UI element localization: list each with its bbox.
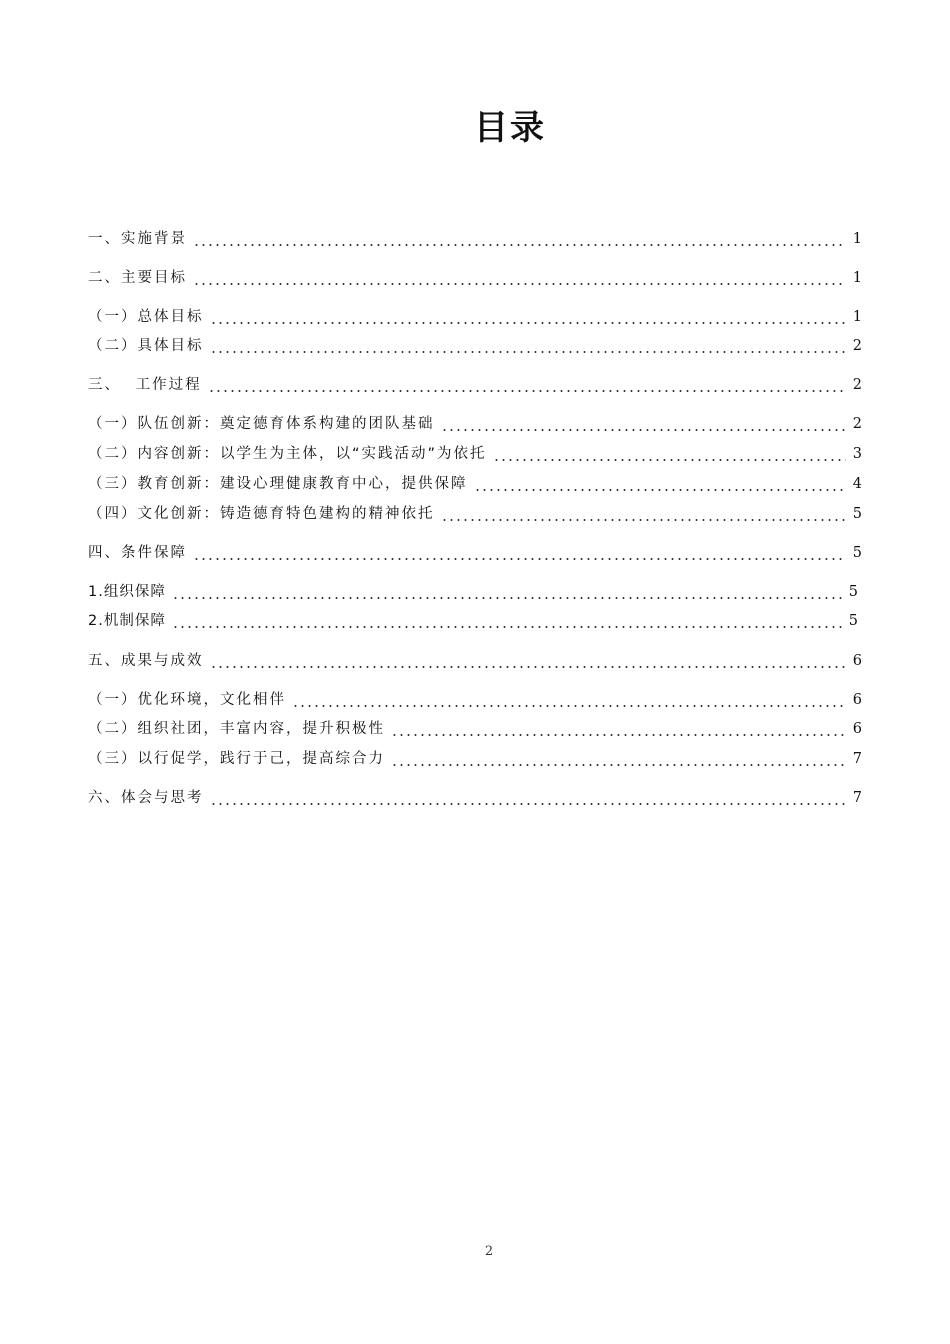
toc-entry-page: 4 — [852, 476, 862, 492]
toc-entry[interactable] — [88, 718, 862, 740]
toc-dot-leader — [391, 718, 846, 740]
toc-entry-label: （二）内容创新：以学生为主体，以“实践活动”为依托 — [88, 443, 489, 465]
toc-entry-label: 一、实施背景 — [88, 228, 189, 250]
toc-entry-page: 5 — [848, 584, 858, 600]
toc-dot-leader — [210, 787, 847, 809]
toc-entry-label: 三、 工作过程 — [88, 374, 204, 396]
toc-entry[interactable] — [88, 267, 862, 289]
toc-entry-label: （三）教育创新：建设心理健康教育中心，提供保障 — [88, 473, 470, 495]
toc-entry-label: 二、主要目标 — [88, 267, 189, 289]
toc-entry-label: 六、体会与思考 — [88, 787, 206, 809]
toc-entry[interactable] — [88, 306, 862, 328]
toc-entry[interactable] — [88, 581, 858, 603]
toc-entry-label: 五、成果与成效 — [88, 650, 206, 672]
toc-entry-label: （一）优化环境，文化相伴 — [88, 689, 288, 711]
toc-entry[interactable] — [88, 413, 862, 435]
toc-entry-page: 1 — [852, 231, 862, 247]
toc-entry-page: 1 — [852, 309, 862, 325]
toc-entry-label: （一）总体目标 — [88, 306, 206, 328]
toc-entry-page: 2 — [852, 377, 862, 393]
toc-entry-page: 5 — [848, 613, 858, 629]
toc-entry-page: 7 — [852, 751, 862, 767]
toc-entry-page: 7 — [852, 790, 862, 806]
toc-dot-leader — [210, 335, 847, 357]
toc-entry-label: （二）组织社团，丰富内容，提升积极性 — [88, 718, 387, 740]
toc-dot-leader — [193, 228, 846, 250]
toc-dot-leader — [493, 443, 846, 465]
toc-entry-label: 2.机制保障 — [88, 610, 168, 632]
toc-dot-leader — [441, 503, 847, 525]
toc-entry-label: （三）以行促学，践行于己，提高综合力 — [88, 748, 387, 770]
toc-entry[interactable] — [88, 650, 862, 672]
toc-entry[interactable] — [88, 473, 862, 495]
toc-entry[interactable] — [88, 335, 862, 357]
toc-entry-page: 3 — [852, 446, 862, 462]
toc-entry[interactable] — [88, 748, 862, 770]
page-title: 目录 — [474, 108, 546, 148]
toc-entry[interactable] — [88, 228, 862, 250]
toc-entry-page: 5 — [852, 545, 862, 561]
toc-entry-page: 6 — [852, 653, 862, 669]
toc-dot-leader — [292, 689, 846, 711]
toc-dot-leader — [474, 473, 847, 495]
toc-entry[interactable] — [88, 503, 862, 525]
toc-entry-page: 2 — [852, 416, 862, 432]
toc-entry-page: 5 — [852, 506, 862, 522]
toc-dot-leader — [210, 650, 847, 672]
toc-entry-label: （四）文化创新：铸造德育特色建构的精神依托 — [88, 503, 437, 525]
toc-dot-leader — [172, 581, 842, 603]
toc-entry[interactable] — [88, 787, 862, 809]
toc-entry-page: 1 — [852, 270, 862, 286]
toc-entry[interactable] — [88, 610, 858, 632]
toc-dot-leader — [193, 267, 846, 289]
toc-dot-leader — [208, 374, 846, 396]
toc-entry-page: 6 — [852, 721, 862, 737]
toc-entry[interactable] — [88, 443, 862, 465]
footer-page-number: 2 — [484, 1244, 494, 1259]
toc-entry-page: 2 — [852, 338, 862, 354]
toc-entry[interactable] — [88, 542, 862, 564]
toc-entry-label: （二）具体目标 — [88, 335, 206, 357]
toc-entry[interactable] — [88, 374, 862, 396]
toc-dot-leader — [210, 306, 847, 328]
toc-entry-label: （一）队伍创新：奠定德育体系构建的团队基础 — [88, 413, 437, 435]
toc-entry[interactable] — [88, 689, 862, 711]
toc-entry-page: 6 — [852, 692, 862, 708]
toc-dot-leader — [391, 748, 846, 770]
toc-dot-leader — [193, 542, 846, 564]
toc-dot-leader — [441, 413, 847, 435]
toc-dot-leader — [172, 610, 842, 632]
toc-entry-label: 四、条件保障 — [88, 542, 189, 564]
toc-entry-label: 1.组织保障 — [88, 581, 168, 603]
